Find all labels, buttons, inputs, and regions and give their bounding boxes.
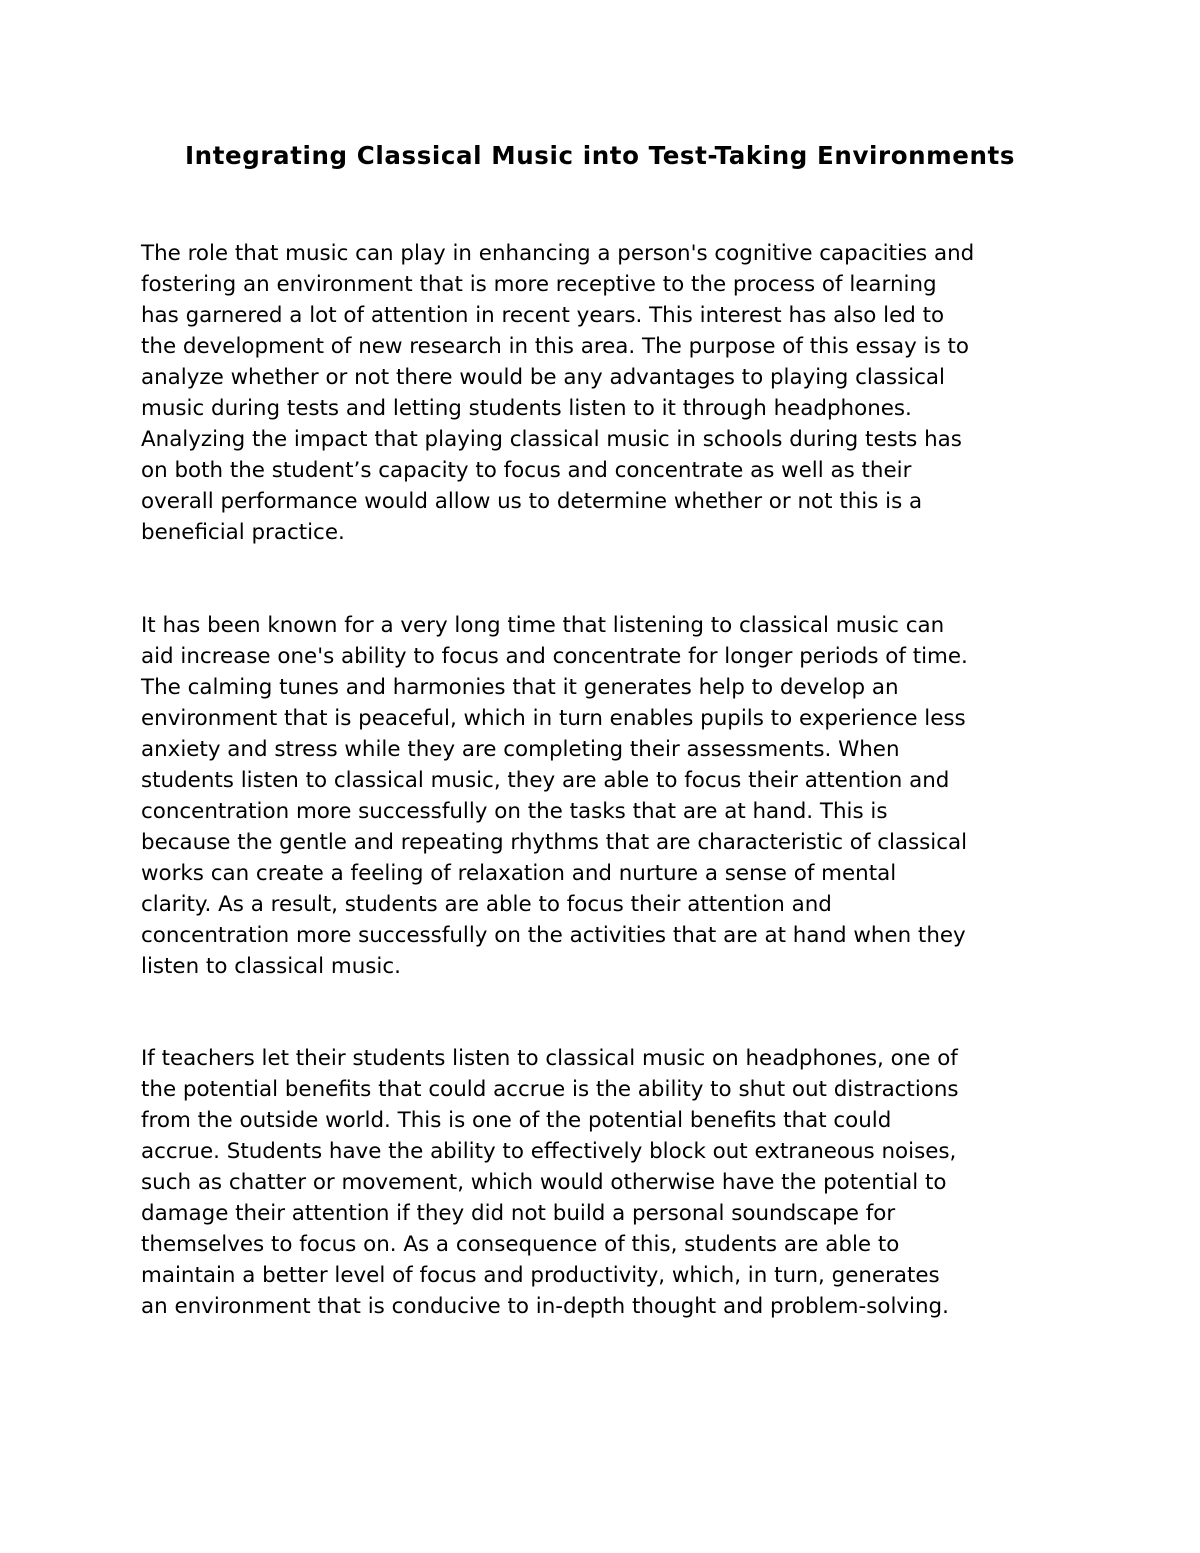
paragraph-line: works can create a feeling of relaxation and nurture a sense of mental: [141, 861, 897, 886]
paragraph-line: Analyzing the impact that playing classical music in schools during tests has: [141, 427, 962, 452]
paragraph-line: The calming tunes and harmonies that it generates help to develop an: [141, 675, 899, 700]
paragraph-line: clarity. As a result, students are able to focus their attention and: [141, 892, 832, 917]
paragraph-line: If teachers let their students listen to classical music on headphones, one of: [141, 1046, 958, 1071]
paragraph-line: themselves to focus on. As a consequence of this, students are able to: [141, 1232, 900, 1257]
paragraph-3: [141, 1043, 1071, 1322]
paragraph-line: maintain a better level of focus and productivity, which, in turn, generates: [141, 1263, 940, 1288]
paragraph-line: fostering an environment that is more receptive to the process of learning: [141, 272, 937, 297]
paragraph-line: damage their attention if they did not build a personal soundscape for: [141, 1201, 896, 1226]
paragraph-line: the potential benefits that could accrue is the ability to shut out distractions: [141, 1077, 959, 1102]
paragraph-line: analyze whether or not there would be any advantages to playing classical: [141, 365, 945, 390]
paragraph-line: because the gentle and repeating rhythms that are characteristic of classical: [141, 830, 968, 855]
paragraph-line: The role that music can play in enhancing a person's cognitive capacities and: [141, 241, 975, 266]
paragraph-line: overall performance would allow us to determine whether or not this is a: [141, 489, 923, 514]
paragraph-line: from the outside world. This is one of the potential benefits that could: [141, 1108, 892, 1133]
paragraph-line: an environment that is conducive to in-depth thought and problem-solving.: [141, 1294, 949, 1319]
paragraph-line: concentration more successfully on the tasks that are at hand. This is: [141, 799, 888, 824]
paragraph-line: has garnered a lot of attention in recent years. This interest has also led to: [141, 303, 945, 328]
paragraph-line: the development of new research in this area. The purpose of this essay is to: [141, 334, 969, 359]
paragraph-line: concentration more successfully on the activities that are at hand when they: [141, 923, 966, 948]
paragraph-line: beneficial practice.: [141, 520, 345, 545]
paragraph-line: aid increase one's ability to focus and concentrate for longer periods of time.: [141, 644, 968, 669]
paragraph-line: students listen to classical music, they are able to focus their attention and: [141, 768, 950, 793]
paragraph-line: music during tests and letting students listen to it through headphones.: [141, 396, 912, 421]
paragraph-line: environment that is peaceful, which in turn enables pupils to experience less: [141, 706, 966, 731]
paragraph-line: It has been known for a very long time that listening to classical music can: [141, 613, 945, 638]
paragraph-line: accrue. Students have the ability to effectively block out extraneous noises,: [141, 1139, 957, 1164]
paragraph-line: such as chatter or movement, which would otherwise have the potential to: [141, 1170, 947, 1195]
document-title: Integrating Classical Music into Test-Taking Environments: [184, 141, 1016, 170]
paragraph-line: anxiety and stress while they are completing their assessments. When: [141, 737, 900, 762]
paragraph-line: on both the student’s capacity to focus and concentrate as well as their: [141, 458, 912, 483]
paragraph-1: [141, 238, 1071, 548]
paragraph-line: listen to classical music.: [141, 954, 401, 979]
paragraph-2: [141, 610, 1071, 982]
